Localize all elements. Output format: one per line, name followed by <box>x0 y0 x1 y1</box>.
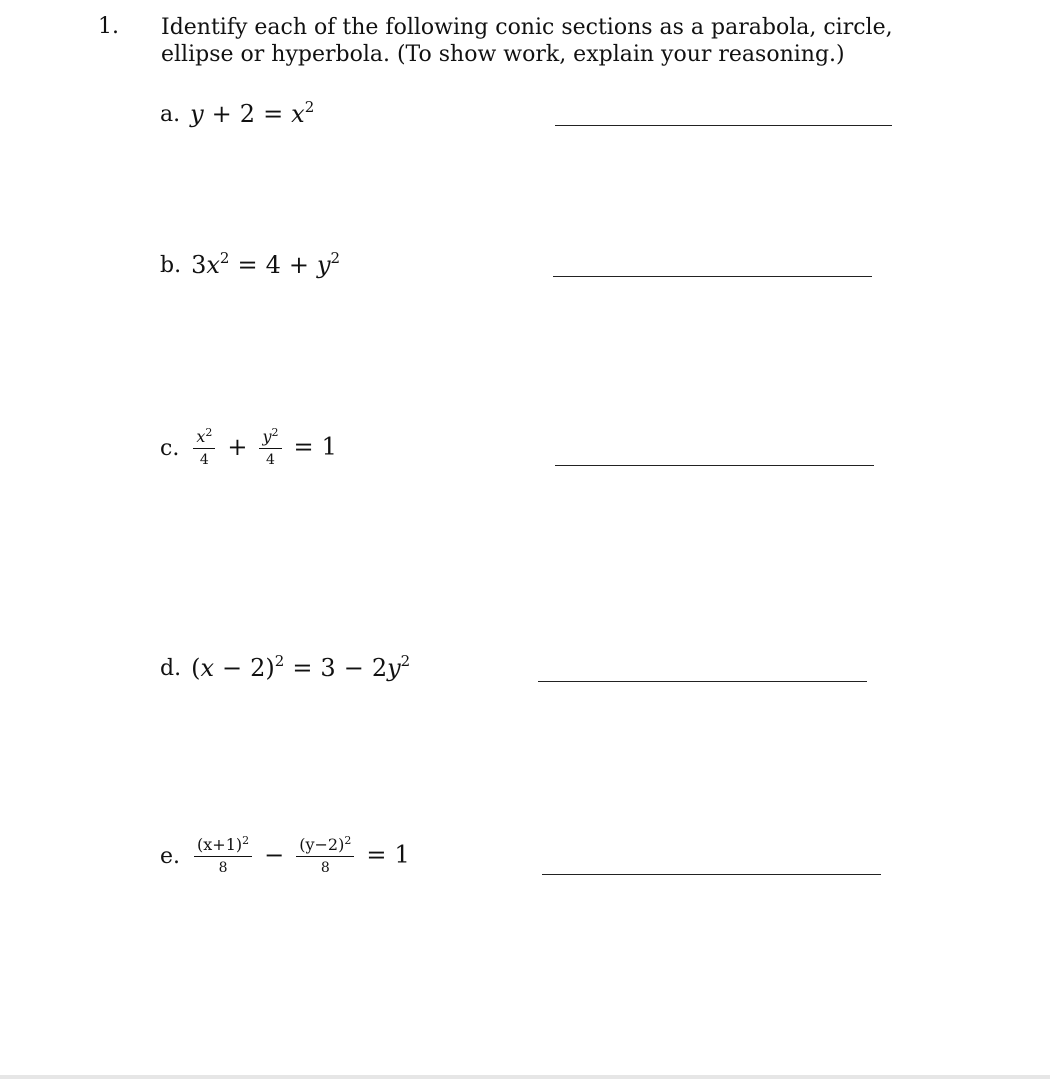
item-e <box>160 836 410 876</box>
item-c <box>160 428 337 468</box>
answer-line-d[interactable] <box>538 681 867 682</box>
item-e-equation: $\frac{(x+1)^2}{8}$ − $\frac{(y-2)^2}{8}$ = 1 <box>190 836 410 876</box>
page-bottom-divider <box>0 1075 1050 1079</box>
item-a-label: a. <box>160 101 181 127</box>
answer-line-e[interactable] <box>542 874 881 875</box>
item-b-equation: $3x^2 = 4 + y^2$ <box>191 249 341 279</box>
item-a-equation: $y + 2 = x^2$ <box>190 98 315 128</box>
answer-line-c[interactable] <box>555 465 874 466</box>
answer-line-b[interactable] <box>553 276 872 277</box>
question-number: 1. <box>98 14 119 39</box>
item-b <box>160 251 340 279</box>
question-prompt: Identify each of the following conic sections as a parabola, circle, ellipse or hyperbola. (To show work, explain your reasoning.) <box>161 15 893 67</box>
answer-line-a[interactable] <box>555 125 892 126</box>
item-d-equation: $(x - 2)^2 = 3 - 2y^2$ <box>191 652 411 682</box>
item-c-equation: $\frac{x^2}{4}$ + $\frac{y^2}{4}$ = 1 <box>189 428 337 468</box>
item-b-label: b. <box>160 252 182 278</box>
item-e-label: e. <box>160 843 181 869</box>
item-a <box>160 100 314 128</box>
item-c-label: c. <box>160 435 180 461</box>
item-d-label: d. <box>160 655 182 681</box>
item-d <box>160 654 410 682</box>
